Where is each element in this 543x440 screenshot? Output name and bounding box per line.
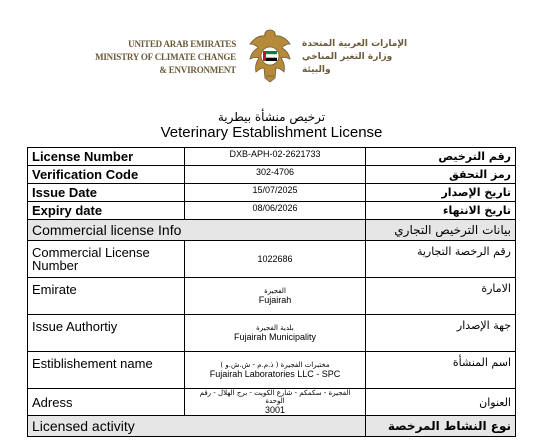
license-table — [27, 147, 516, 437]
verification-code-label-arabic: رمز التحقق — [366, 166, 516, 184]
activity-section-header — [28, 416, 516, 437]
commercial-license-number-label-arabic: رقم الرخصة التجارية — [366, 241, 516, 278]
ministry-name-arabic — [302, 38, 492, 77]
issue-authority-value: Fujairah Municipality — [233, 332, 317, 342]
table-row — [28, 278, 516, 315]
issue-date-label-arabic: تاريخ الإصدار — [366, 184, 516, 202]
address-value-arabic: الفجيرة - سكمكم - شارع الكويت - برج الهلال - رقم الوحدة — [199, 389, 351, 405]
commercial-license-number-value: 1022686 — [185, 241, 366, 278]
expiry-date-value: 08/06/2026 — [185, 202, 366, 220]
issue-authority-label: Issue Authortiy — [28, 315, 185, 352]
establishment-name-value-arabic: مختبرات الفجيرة ( ذ.م.م - ش.ش.و ) — [220, 361, 330, 369]
issue-date-label: Issue Date — [28, 184, 185, 202]
issue-authority-label-arabic: جهة الإصدار — [366, 315, 516, 352]
table-row — [28, 148, 516, 166]
commercial-section-title-arabic: بيانات الترخيص التجاري — [366, 220, 516, 241]
verification-code-value: 302-4706 — [185, 166, 366, 184]
table-row — [28, 202, 516, 220]
table-row — [28, 352, 516, 389]
license-number-value: DXB-APH-02-2621733 — [185, 148, 366, 166]
establishment-name-label: Estiblishement name — [28, 352, 185, 389]
establishment-name-value-cell — [185, 352, 366, 389]
address-value-cell — [185, 389, 366, 416]
verification-code-label: Verification Code — [28, 166, 185, 184]
ministry-en-line1: UNITED ARAB EMIRATES — [128, 39, 236, 49]
activity-section-title: Licensed activity — [28, 416, 366, 437]
table-row — [28, 166, 516, 184]
ministry-ar-line1: الإمارات العربية المتحدة — [302, 39, 408, 49]
document-title-arabic: ترخيص منشأة بيطرية — [217, 110, 326, 124]
uae-emblem-icon — [244, 26, 296, 84]
expiry-date-label-arabic: تاريخ الانتهاء — [366, 202, 516, 220]
address-label-arabic: العنوان — [366, 389, 516, 416]
table-row — [28, 315, 516, 352]
commercial-section-header — [28, 220, 516, 241]
address-value: 3001 — [264, 405, 286, 415]
establishment-name-label-arabic: اسم المنشأة — [366, 352, 516, 389]
table-row — [28, 241, 516, 278]
table-row — [28, 184, 516, 202]
emirate-label: Emirate — [28, 278, 185, 315]
emirate-value-cell — [185, 278, 366, 315]
issue-authority-value-cell — [185, 315, 366, 352]
ministry-ar-line2: وزارة التغير المناخي — [302, 52, 393, 62]
ministry-en-line3: & ENVIRONMENT — [159, 65, 236, 75]
letterhead — [0, 0, 543, 100]
issue-authority-value-arabic: بلدية الفجيرة — [256, 324, 294, 332]
license-number-label: License Number — [28, 148, 185, 166]
establishment-name-value: Fujairah Laboratories LLC - SPC — [209, 369, 341, 379]
activity-section-title-arabic: نوع النشاط المرخصة — [366, 416, 516, 437]
license-number-label-arabic: رقم الترخيص — [366, 148, 516, 166]
ministry-en-line2: MINISTRY OF CLIMATE CHANGE — [95, 52, 236, 62]
commercial-license-number-label: Commercial License Number — [28, 241, 185, 278]
emirate-label-arabic: الامارة — [366, 278, 516, 315]
expiry-date-label: Expiry date — [28, 202, 185, 220]
ministry-ar-line3: والبيئة — [302, 65, 331, 75]
emirate-value: Fujairah — [258, 295, 292, 305]
document-title-english: Veterinary Establishment License — [160, 124, 383, 141]
emirate-value-arabic: الفجيرة — [264, 287, 286, 295]
ministry-name-english — [40, 38, 236, 77]
table-row — [28, 389, 516, 416]
issue-date-value: 15/07/2025 — [185, 184, 366, 202]
commercial-section-title: Commercial license Info — [28, 220, 366, 241]
address-label: Adress — [28, 389, 185, 416]
